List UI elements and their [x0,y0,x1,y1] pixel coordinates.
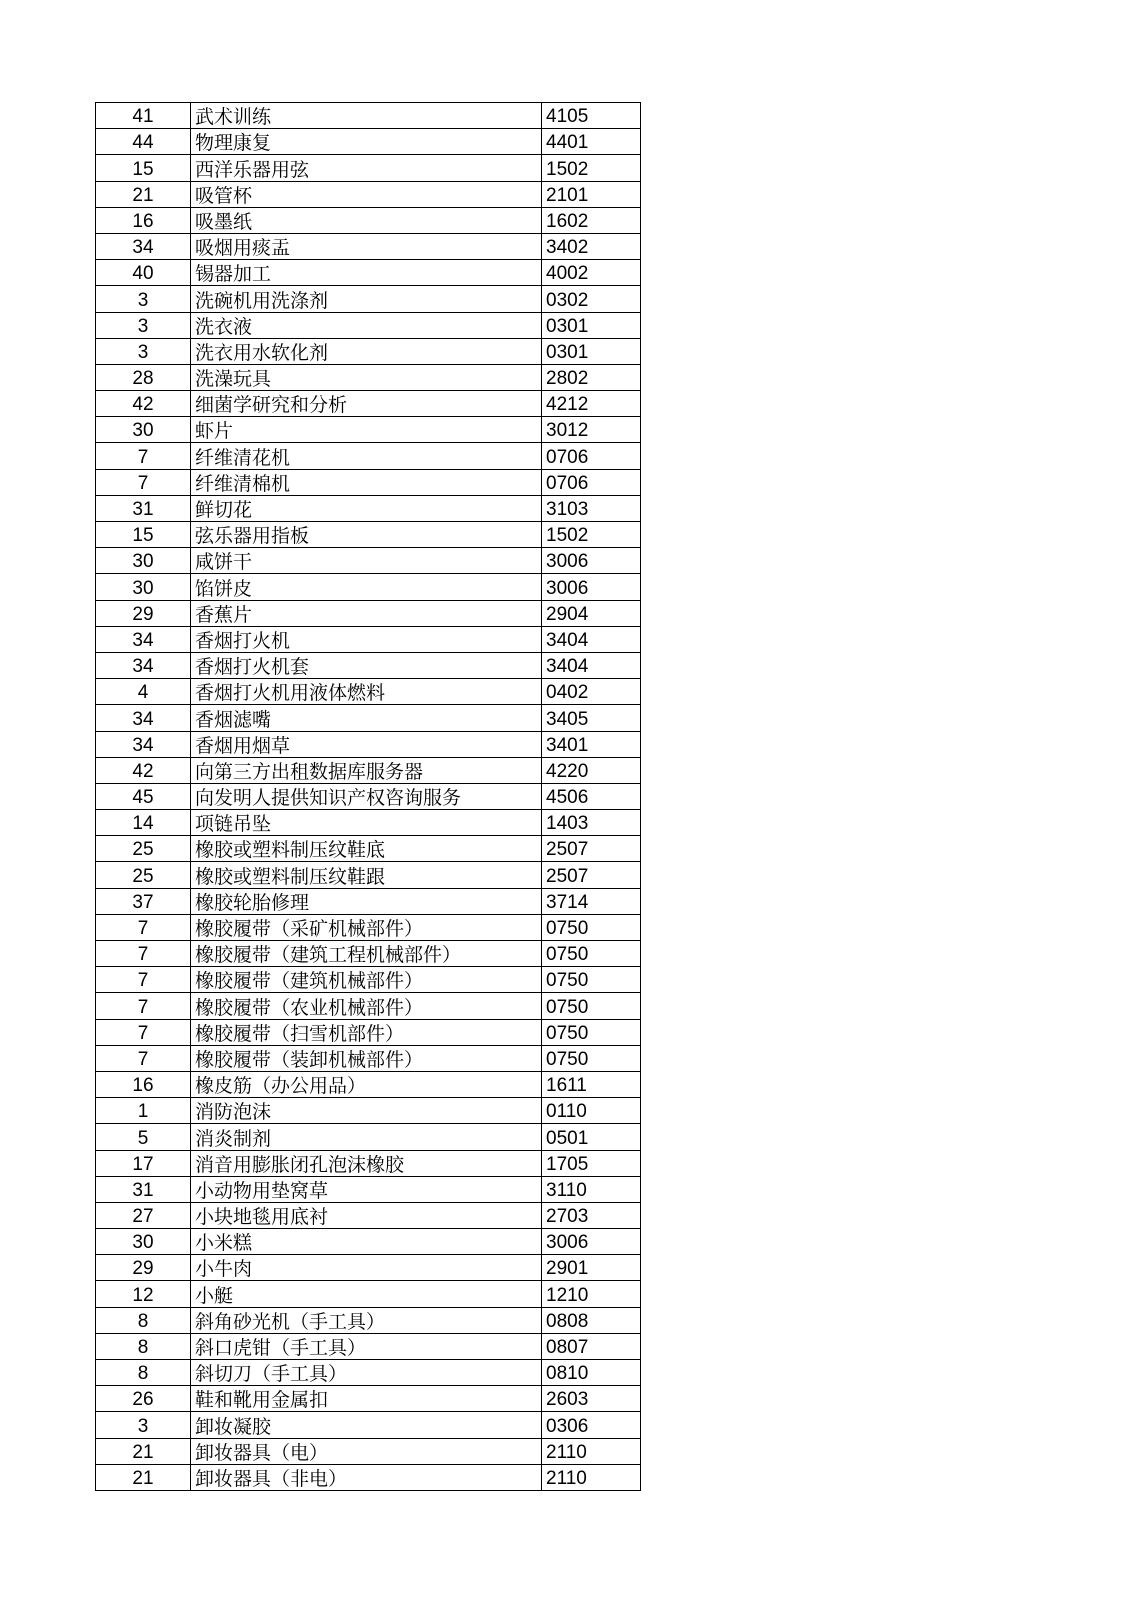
class-number-cell: 34 [96,705,191,731]
table-row [96,155,641,181]
table-row [96,731,641,757]
table-row [96,417,641,443]
class-number-cell: 16 [96,207,191,233]
table-row [96,338,641,364]
table-row [96,391,641,417]
class-number-cell: 30 [96,574,191,600]
group-code-cell: 2507 [542,836,641,862]
table-row [96,1464,641,1490]
table-row [96,364,641,390]
table-row [96,705,641,731]
class-number-cell: 1 [96,1098,191,1124]
item-name-cell: 橡胶轮胎修理 [191,888,542,914]
group-code-cell: 0750 [542,967,641,993]
item-name-cell: 消音用膨胀闭孔泡沫橡胶 [191,1150,542,1176]
class-number-cell: 7 [96,941,191,967]
table-row [96,1202,641,1228]
group-code-cell: 0808 [542,1307,641,1333]
table-row [96,574,641,600]
class-number-cell: 8 [96,1333,191,1359]
class-number-cell: 7 [96,914,191,940]
group-code-cell: 0750 [542,914,641,940]
item-name-cell: 香烟打火机套 [191,652,542,678]
class-number-cell: 3 [96,1412,191,1438]
group-code-cell: 1602 [542,207,641,233]
group-code-cell: 2110 [542,1438,641,1464]
table-row [96,626,641,652]
item-name-cell: 斜切刀（手工具） [191,1360,542,1386]
item-name-cell: 卸妆器具（非电） [191,1464,542,1490]
class-number-cell: 3 [96,338,191,364]
group-code-cell: 0110 [542,1098,641,1124]
table-row [96,1438,641,1464]
table-row [96,1412,641,1438]
item-name-cell: 鲜切花 [191,495,542,521]
class-number-cell: 34 [96,652,191,678]
group-code-cell: 3103 [542,495,641,521]
table-row [96,469,641,495]
group-code-cell: 0302 [542,286,641,312]
table-row [96,679,641,705]
class-number-cell: 8 [96,1360,191,1386]
group-code-cell: 3006 [542,1229,641,1255]
item-name-cell: 橡胶或塑料制压纹鞋跟 [191,862,542,888]
class-number-cell: 31 [96,495,191,521]
table-row [96,1098,641,1124]
item-name-cell: 小米糕 [191,1229,542,1255]
table-row [96,914,641,940]
group-code-cell: 4002 [542,260,641,286]
item-name-cell: 橡胶履带（建筑机械部件） [191,967,542,993]
class-number-cell: 34 [96,233,191,259]
item-name-cell: 小块地毯用底衬 [191,1202,542,1228]
group-code-cell: 3401 [542,731,641,757]
group-code-cell: 3714 [542,888,641,914]
group-code-cell: 1502 [542,522,641,548]
item-name-cell: 虾片 [191,417,542,443]
class-number-cell: 37 [96,888,191,914]
table-row [96,783,641,809]
table-row [96,1307,641,1333]
table-row [96,1176,641,1202]
group-code-cell: 4401 [542,129,641,155]
item-name-cell: 馅饼皮 [191,574,542,600]
group-code-cell: 3012 [542,417,641,443]
group-code-cell: 0750 [542,1045,641,1071]
class-number-cell: 44 [96,129,191,155]
class-number-cell: 12 [96,1281,191,1307]
group-code-cell: 2110 [542,1464,641,1490]
group-code-cell: 4506 [542,783,641,809]
class-number-cell: 8 [96,1307,191,1333]
group-code-cell: 0706 [542,469,641,495]
table-row [96,1019,641,1045]
item-name-cell: 吸烟用痰盂 [191,233,542,259]
group-code-cell: 0750 [542,1019,641,1045]
group-code-cell: 3006 [542,574,641,600]
item-name-cell: 橡胶履带（扫雪机部件） [191,1019,542,1045]
group-code-cell: 0750 [542,993,641,1019]
item-name-cell: 香蕉片 [191,600,542,626]
table-row [96,260,641,286]
group-code-cell: 2901 [542,1255,641,1281]
group-code-cell: 4105 [542,103,641,129]
class-number-cell: 29 [96,1255,191,1281]
item-name-cell: 纤维清棉机 [191,469,542,495]
group-code-cell: 0306 [542,1412,641,1438]
class-number-cell: 15 [96,522,191,548]
item-name-cell: 卸妆凝胶 [191,1412,542,1438]
table-row [96,443,641,469]
group-code-cell: 4212 [542,391,641,417]
class-number-cell: 29 [96,600,191,626]
table-row [96,1045,641,1071]
group-code-cell: 0301 [542,312,641,338]
class-number-cell: 40 [96,260,191,286]
group-code-cell: 3402 [542,233,641,259]
group-code-cell: 1502 [542,155,641,181]
table-row [96,652,641,678]
table-row [96,810,641,836]
item-name-cell: 西洋乐器用弦 [191,155,542,181]
table-row [96,967,641,993]
table-row [96,757,641,783]
group-code-cell: 0750 [542,941,641,967]
table-row [96,181,641,207]
table-row [96,522,641,548]
item-name-cell: 纤维清花机 [191,443,542,469]
item-name-cell: 橡胶履带（建筑工程机械部件） [191,941,542,967]
class-number-cell: 28 [96,364,191,390]
group-code-cell: 2904 [542,600,641,626]
class-number-cell: 7 [96,443,191,469]
group-code-cell: 0706 [542,443,641,469]
group-code-cell: 1611 [542,1071,641,1097]
class-number-cell: 17 [96,1150,191,1176]
group-code-cell: 1210 [542,1281,641,1307]
table-row [96,1150,641,1176]
class-number-cell: 42 [96,391,191,417]
item-name-cell: 斜角砂光机（手工具） [191,1307,542,1333]
item-name-cell: 香烟打火机 [191,626,542,652]
group-code-cell: 0501 [542,1124,641,1150]
group-code-cell: 1705 [542,1150,641,1176]
item-name-cell: 咸饼干 [191,548,542,574]
class-number-cell: 4 [96,679,191,705]
class-number-cell: 7 [96,993,191,1019]
group-code-cell: 1403 [542,810,641,836]
table-row [96,600,641,626]
group-code-cell: 0807 [542,1333,641,1359]
group-code-cell: 3110 [542,1176,641,1202]
table-row [96,1360,641,1386]
item-name-cell: 吸墨纸 [191,207,542,233]
class-number-cell: 3 [96,312,191,338]
group-code-cell: 2507 [542,862,641,888]
table-row [96,1071,641,1097]
table-row [96,1386,641,1412]
item-name-cell: 小艇 [191,1281,542,1307]
class-number-cell: 5 [96,1124,191,1150]
table-row [96,495,641,521]
class-number-cell: 34 [96,626,191,652]
class-number-cell: 25 [96,836,191,862]
group-code-cell: 2802 [542,364,641,390]
class-number-cell: 30 [96,548,191,574]
group-code-cell: 3404 [542,626,641,652]
item-name-cell: 橡胶履带（农业机械部件） [191,993,542,1019]
class-number-cell: 7 [96,469,191,495]
item-name-cell: 香烟用烟草 [191,731,542,757]
table-row [96,129,641,155]
item-name-cell: 橡胶履带（采矿机械部件） [191,914,542,940]
table-body [96,103,641,1491]
group-code-cell: 3405 [542,705,641,731]
item-name-cell: 橡皮筋（办公用品） [191,1071,542,1097]
class-number-cell: 42 [96,757,191,783]
group-code-cell: 3404 [542,652,641,678]
group-code-cell: 2603 [542,1386,641,1412]
table-row [96,207,641,233]
table-row [96,888,641,914]
item-name-cell: 武术训练 [191,103,542,129]
item-name-cell: 项链吊坠 [191,810,542,836]
item-name-cell: 洗澡玩具 [191,364,542,390]
table-row [96,1255,641,1281]
group-code-cell: 4220 [542,757,641,783]
table-row [96,312,641,338]
item-name-cell: 鞋和靴用金属扣 [191,1386,542,1412]
item-name-cell: 弦乐器用指板 [191,522,542,548]
item-name-cell: 锡器加工 [191,260,542,286]
table-row [96,233,641,259]
table-row [96,1124,641,1150]
class-number-cell: 31 [96,1176,191,1202]
item-name-cell: 卸妆器具（电） [191,1438,542,1464]
item-name-cell: 香烟打火机用液体燃料 [191,679,542,705]
class-number-cell: 21 [96,181,191,207]
group-code-cell: 3006 [542,548,641,574]
item-name-cell: 向发明人提供知识产权咨询服务 [191,783,542,809]
class-number-cell: 25 [96,862,191,888]
group-code-cell: 0810 [542,1360,641,1386]
table-row [96,286,641,312]
class-number-cell: 27 [96,1202,191,1228]
table-row [96,1229,641,1255]
group-code-cell: 0402 [542,679,641,705]
class-number-cell: 7 [96,1045,191,1071]
table-row [96,993,641,1019]
class-number-cell: 7 [96,1019,191,1045]
class-number-cell: 15 [96,155,191,181]
group-code-cell: 2101 [542,181,641,207]
item-name-cell: 洗衣用水软化剂 [191,338,542,364]
table-row [96,1333,641,1359]
item-name-cell: 消防泡沫 [191,1098,542,1124]
item-name-cell: 斜口虎钳（手工具） [191,1333,542,1359]
item-name-cell: 洗碗机用洗涤剂 [191,286,542,312]
class-number-cell: 16 [96,1071,191,1097]
item-name-cell: 香烟滤嘴 [191,705,542,731]
item-name-cell: 消炎制剂 [191,1124,542,1150]
item-name-cell: 细菌学研究和分析 [191,391,542,417]
item-name-cell: 小牛肉 [191,1255,542,1281]
group-code-cell: 2703 [542,1202,641,1228]
class-number-cell: 21 [96,1464,191,1490]
item-name-cell: 向第三方出租数据库服务器 [191,757,542,783]
table-row [96,548,641,574]
class-number-cell: 26 [96,1386,191,1412]
class-number-cell: 3 [96,286,191,312]
group-code-cell: 0301 [542,338,641,364]
class-number-cell: 7 [96,967,191,993]
table-row [96,941,641,967]
class-number-cell: 14 [96,810,191,836]
class-number-cell: 21 [96,1438,191,1464]
class-number-cell: 30 [96,417,191,443]
goods-classification-table [95,102,641,1491]
class-number-cell: 34 [96,731,191,757]
class-number-cell: 30 [96,1229,191,1255]
table-row [96,836,641,862]
class-number-cell: 41 [96,103,191,129]
item-name-cell: 洗衣液 [191,312,542,338]
table-row [96,862,641,888]
class-number-cell: 45 [96,783,191,809]
item-name-cell: 橡胶或塑料制压纹鞋底 [191,836,542,862]
table-row [96,1281,641,1307]
item-name-cell: 小动物用垫窝草 [191,1176,542,1202]
table-row [96,103,641,129]
item-name-cell: 吸管杯 [191,181,542,207]
item-name-cell: 物理康复 [191,129,542,155]
item-name-cell: 橡胶履带（装卸机械部件） [191,1045,542,1071]
